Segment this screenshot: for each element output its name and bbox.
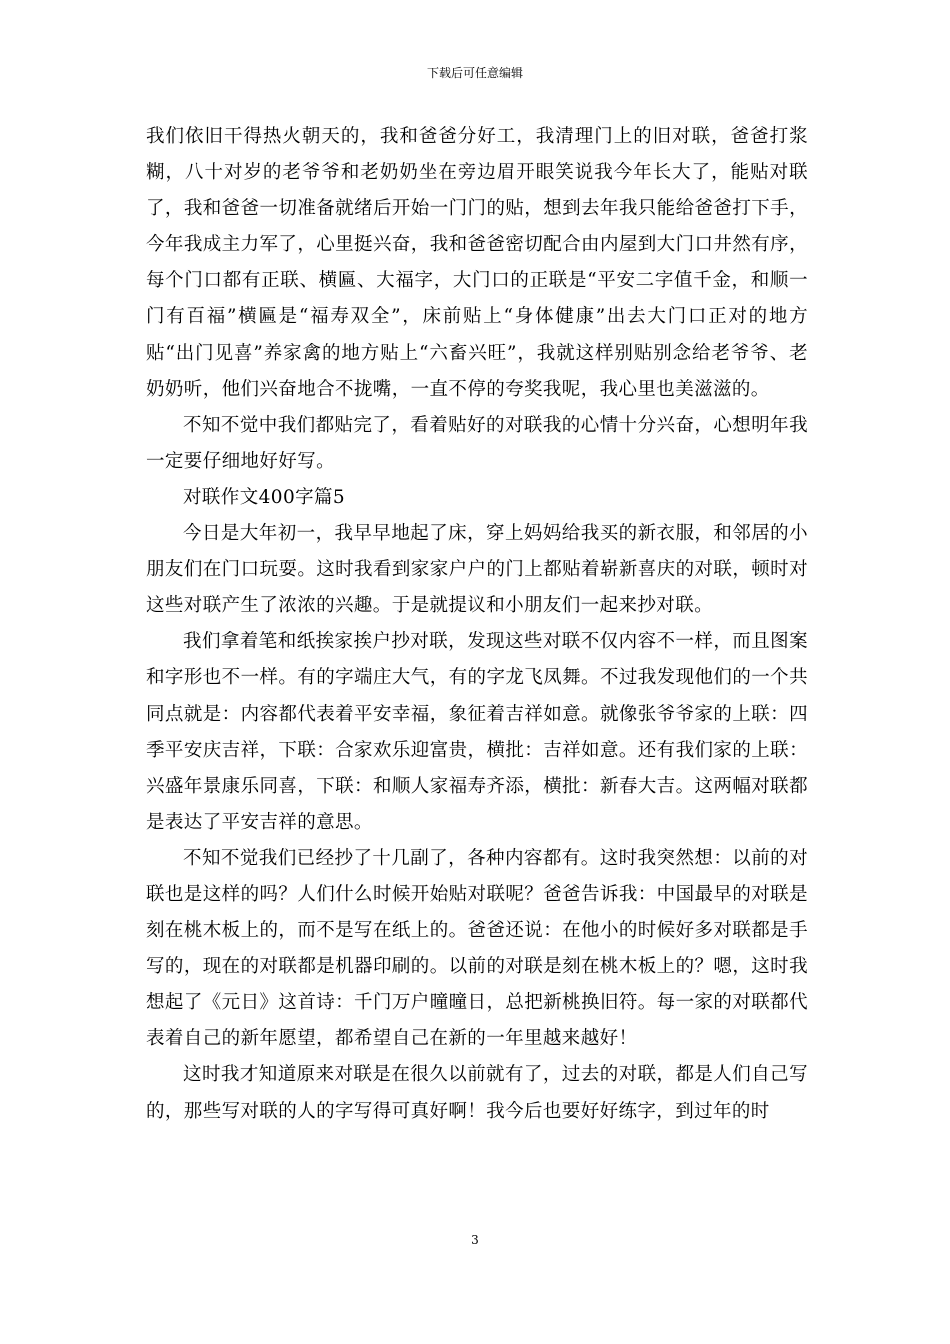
paragraph: 今日是大年初一，我早早地起了床，穿上妈妈给我买的新衣服，和邻居的小朋友们在门口玩耍。这时我看到家家户户的门上都贴着崭新喜庆的对联，顿时对这些对联产生了浓浓的兴趣。于是就提议和小朋友们一起来抄对联。 [146, 523, 808, 617]
page-number: 3 [471, 1233, 479, 1247]
paragraph: 不知不觉中我们都贴完了，看着贴好的对联我的心情十分兴奋，心想明年我一定要仔细地好好写。 [146, 414, 808, 472]
section-title: 对联作文400字篇5 [183, 486, 346, 508]
page-header: 下载后可任意编辑 [426, 66, 523, 80]
paragraph: 这时我才知道原来对联是在很久以前就有了，过去的对联，都是人们自己写的，那些写对联的人的字写得可真好啊！我今后也要好好练字，到过年的时 [146, 1064, 808, 1122]
paragraph: 我们拿着笔和纸挨家挨户抄对联，发现这些对联不仅内容不一样，而且图案和字形也不一样。有的字端庄大气，有的字龙飞凤舞。不过我发现他们的一个共同点就是：内容都代表着平安幸福，象征着吉祥如意。就像张爷爷家的上联：四季平安庆吉祥，下联：合家欢乐迎富贵，横批：吉祥如意。还有我们家的上联：兴盛年景康乐同喜，下联：和顺人家福寿齐添，横批：新春大吉。这两幅对联都是表达了平安吉祥的意思。 [146, 631, 808, 833]
paragraph: 我们依旧干得热火朝天的，我和爸爸分好工，我清理门上的旧对联，爸爸打浆糊，八十对岁的老爷爷和老奶奶坐在旁边眉开眼笑说我今年长大了，能贴对联了，我和爸爸一切准备就绪后开始一门门的贴，想到去年我只能给爸爸打下手，今年我成主力军了，心里挺兴奋，我和爸爸密切配合由内屋到大门口井然有序，每个门口都有正联、横匾、大福字，大门口的正联是“平安二字值千金，和顺一门有百福”横匾是“福寿双全”，床前贴上“身体健康”出去大门口正对的地方贴“出门见喜”养家禽的地方贴上“六畜兴旺”，我就这样别贴别念给老爷爷、老奶奶听，他们兴奋地合不拢嘴，一直不停的夸奖我呢，我心里也美滋滋的。 [146, 126, 808, 400]
paragraph: 不知不觉我们已经抄了十几副了，各种内容都有。这时我突然想：以前的对联也是这样的吗？人们什么时候开始贴对联呢？爸爸告诉我：中国最早的对联是刻在桃木板上的，而不是写在纸上的。爸爸还说：在他小的时候好多对联都是手写的，现在的对联都是机器印刷的。以前的对联是刻在桃木板上的？嗯，这时我想起了《元日》这首诗：千门万户曈曈日，总把新桃换旧符。每一家的对联都代表着自己的新年愿望，都希望自己在新的一年里越来越好！ [146, 847, 808, 1050]
document-body [146, 119, 808, 1130]
